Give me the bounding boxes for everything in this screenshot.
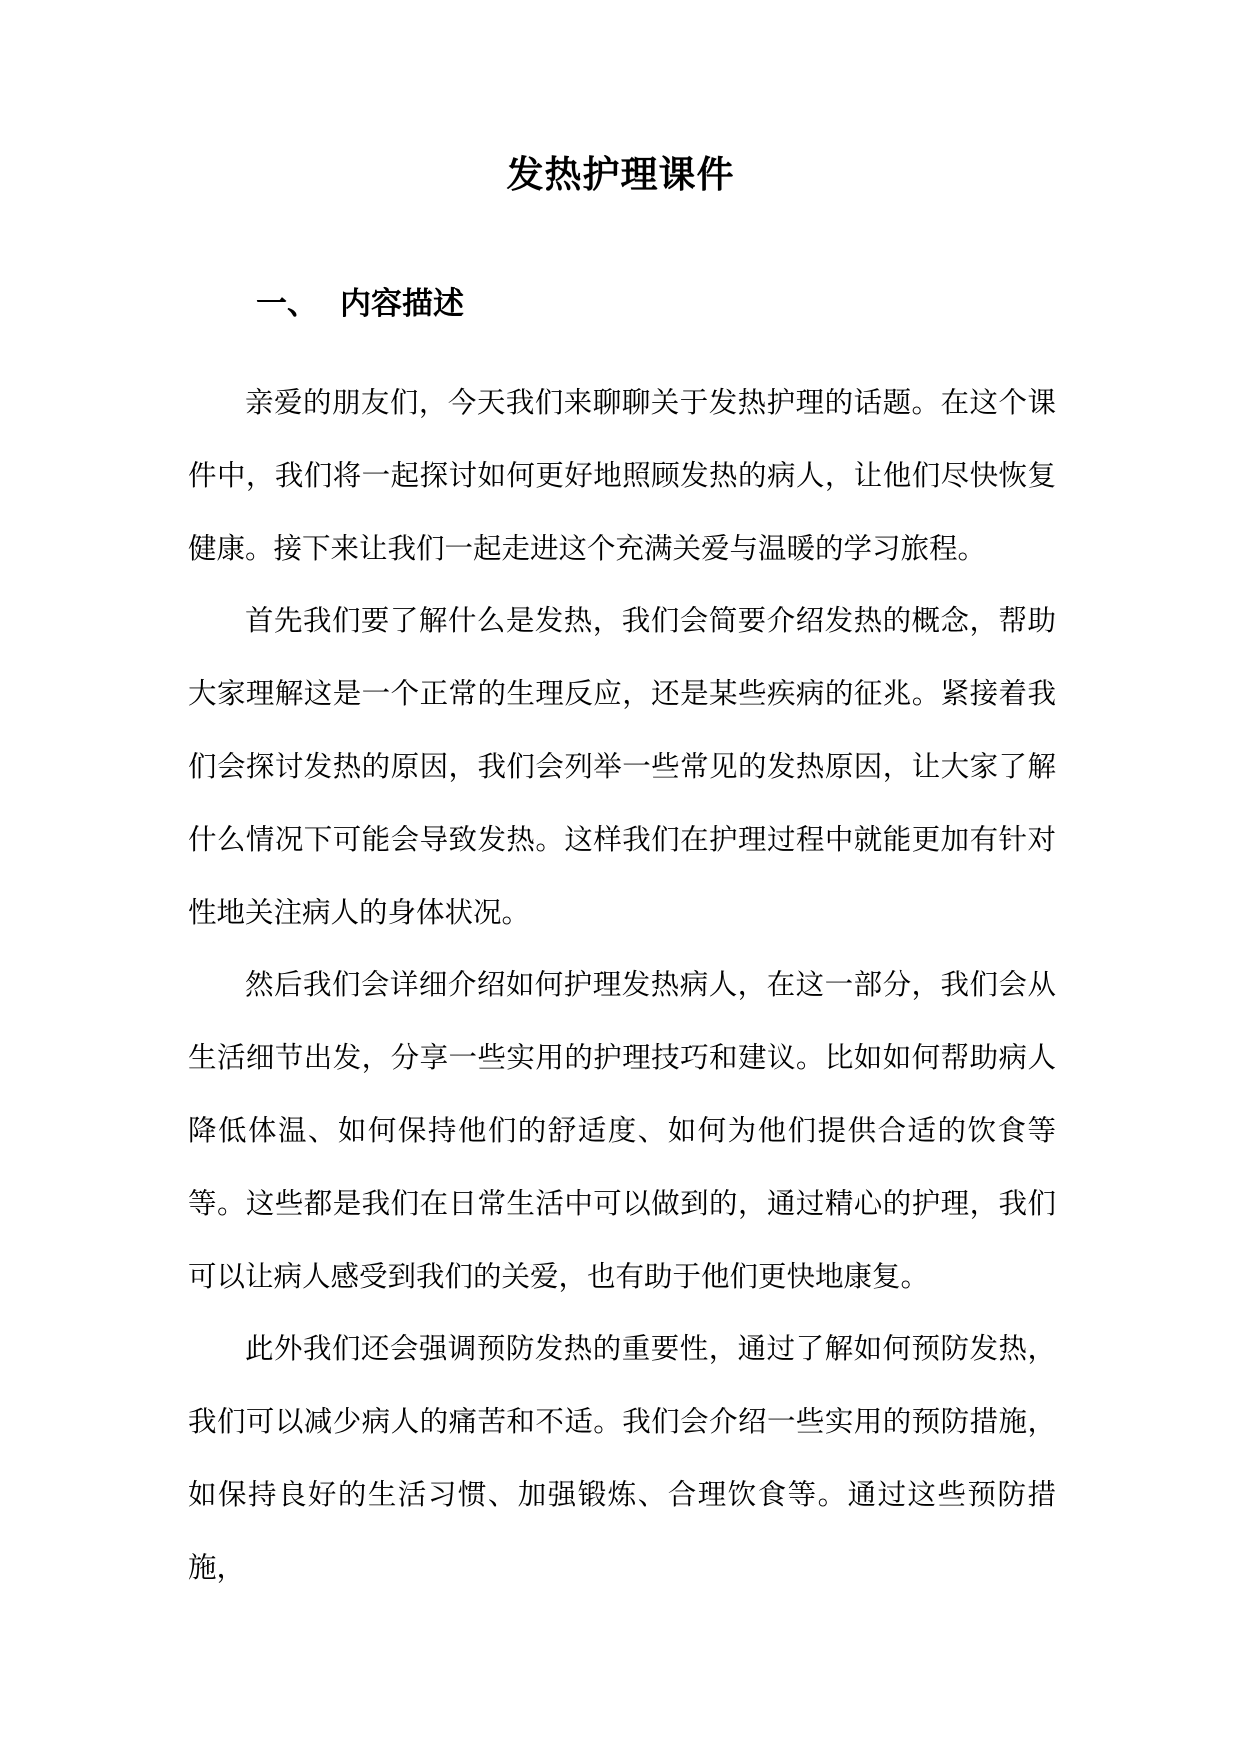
section-heading bbox=[256, 279, 464, 329]
body-text bbox=[188, 367, 1056, 1605]
paragraph-nursing-care: 然后我们会详细介绍如何护理发热病人，在这一部分，我们会从生活细节出发，分享一些实用的护理技巧和建议。比如如何帮助病人降低体温、如何保持他们的舒适度、如何为他们提供合适的饮食等等。这些都是我们在日常生活中可以做到的，通过精心的护理，我们可以让病人感受到我们的关爱，也有助于他们更快地康复。 bbox=[188, 968, 1056, 1293]
document-title: 发热护理课件 bbox=[506, 152, 735, 196]
paragraph-prevention: 此外我们还会强调预防发热的重要性，通过了解如何预防发热，我们可以减少病人的痛苦和不适。我们会介绍一些实用的预防措施，如保持良好的生活习惯、加强锻炼、合理饮食等。通过这些预防措施， bbox=[188, 1332, 1056, 1584]
section-heading-text: 内容描述 bbox=[340, 286, 464, 322]
paragraph-fever-concept: 首先我们要了解什么是发热，我们会简要介绍发热的概念，帮助大家理解这是一个正常的生理反应，还是某些疾病的征兆。紧接着我们会探讨发热的原因，我们会列举一些常见的发热原因，让大家了解什么情况下可能会导致发热。这样我们在护理过程中就能更加有针对性地关注病人的身体状况。 bbox=[188, 604, 1056, 929]
paragraph-intro: 亲爱的朋友们，今天我们来聊聊关于发热护理的话题。在这个课件中，我们将一起探讨如何更好地照顾发热的病人，让他们尽快恢复健康。接下来让我们一起走进这个充满关爱与温暖的学习旅程。 bbox=[188, 386, 1056, 565]
section-number: 一、 bbox=[256, 286, 318, 322]
